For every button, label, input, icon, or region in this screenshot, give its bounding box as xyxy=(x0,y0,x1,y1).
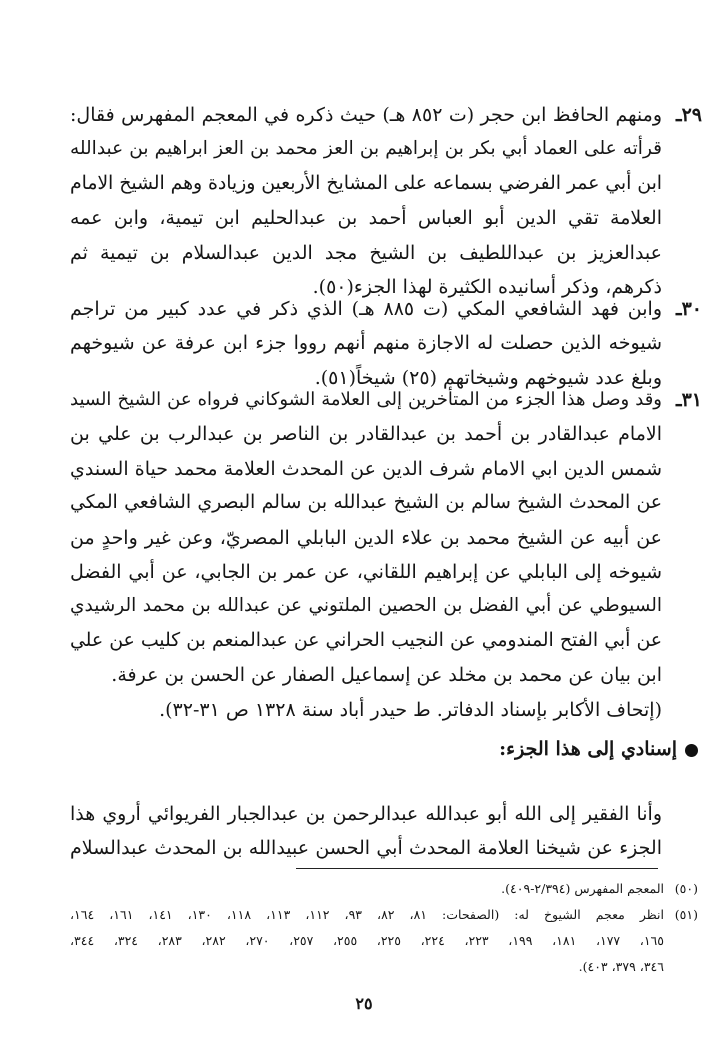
text-line: شيوخه الذين حصلت له الاجازة منهم أنهم رووا جزء ابن عرفة عن شيوخهم xyxy=(70,332,662,355)
footnote-number: (٥١) xyxy=(674,907,698,922)
body-paragraph xyxy=(70,797,662,865)
text-line: وبلغ عدد شيوخهم وشيخاتهم (٢٥) شيخاً(٥١). xyxy=(314,366,662,389)
page-number: ٢٥ xyxy=(355,994,373,1013)
entry-30 xyxy=(70,292,702,395)
text-line: شمس الدين ابي الامام شرف الدين عن المحدث العلامة محمد حياة السندي xyxy=(70,457,662,480)
text-line: شيوخه إلى البابلي عن إبراهيم اللقاني، عن عمر بن الجابي، عن أبي الفضل xyxy=(70,561,662,584)
footnote-number: (٥٠) xyxy=(674,881,698,896)
entry-number: ٣٠ـ xyxy=(676,298,702,320)
text-line: وابن فهد الشافعي المكي (ت ٨٨٥ هـ) الذي ذكر في عدد كبير من تراجم xyxy=(70,298,663,320)
text-line: عن المحدث الشيخ سالم بن الشيخ عبدالله بن سالم البصري الشافعي المكي xyxy=(70,492,662,514)
text-line: عن أبيه عن الشيخ محمد بن علاء الدين البابلي المصريّ، وعن غير واحدٍ من xyxy=(70,526,662,549)
section-heading xyxy=(70,732,698,766)
text-line: وأنا الفقير إلى الله أبو عبدالله عبدالرحمن بن عبدالجبار الفريوائي أروي هذا xyxy=(70,803,662,825)
footnote-51 xyxy=(70,902,698,980)
text-line: العلامة تقي الدين أبو العباس أحمد بن عبدالحليم ابن تيمية، وابن عمه xyxy=(70,207,662,230)
entry-29 xyxy=(70,98,702,304)
text-line: ابن بيان عن محمد بن مخلد عن إسماعيل الصفار عن الحسن بن عرفة. xyxy=(111,664,662,687)
text-line: قرأته على العماد أبي بكر بن إبراهيم بن العز محمد بن العز ابراهيم بن عبدالله xyxy=(70,138,662,160)
text-line: ابن أبي عمر الفرضي بسماعه على المشايخ الأربعين وزيادة وهم الشيخ الامام xyxy=(70,172,662,194)
footnote-line: ١٦٥، ١٧٧، ١٨١، ١٩٩، ٢٢٣، ٢٢٤، ٢٢٥، ٢٥٥، ٢٥٧، ٢٧٠، ٢٨٢، ٢٨٣، ٣٢٤، ٣٤٤، xyxy=(70,933,664,948)
footnote-divider xyxy=(296,868,658,869)
text-line: ومنهم الحافظ ابن حجر (ت ٨٥٢ هـ) حيث ذكره في المعجم المفهرس فقال: xyxy=(70,104,662,126)
entry-number: ٣١ـ xyxy=(676,389,702,411)
text-line: عن أبي الفتح المندومي عن النجيب الحراني عن عبدالمنعم بن كليب عن علي xyxy=(70,629,662,651)
text-line: الجزء عن شيخنا العلامة المحدث أبي الحسن عبيدالله بن المحدث عبدالسلام xyxy=(70,837,662,859)
footnotes xyxy=(70,876,698,980)
entry-number: ٢٩ـ xyxy=(676,104,702,126)
footnote-line: المعجم المفهرس (٢/٣٩٤-٤٠٩). xyxy=(501,881,664,896)
footnote-line: ٣٤٦، ٣٧٩، ٤٠٣). xyxy=(578,959,664,974)
text-line: عبدالعزيز بن عبداللطيف بن الشيخ مجد الدين عبدالسلام بن تيمية ثم xyxy=(70,241,662,264)
text-line: الامام عبدالقادر بن أحمد بن عبدالقادر بن الناصر بن عبدالرب بن علي بن xyxy=(70,423,662,446)
entry-31 xyxy=(70,383,702,727)
footnote-50 xyxy=(70,876,698,902)
text-line: ذكرهم، وذكر أسانيده الكثيرة لهذا الجزء(٥٠). xyxy=(312,276,662,299)
heading-text: إسنادي إلى هذا الجزء: xyxy=(499,738,677,760)
text-line: (إتحاف الأكابر بإسناد الدفاتر. ط حيدر أباد سنة ١٣٢٨ ص ٣١-٣٢). xyxy=(159,698,662,721)
footnote-line: انظر معجم الشيوخ له: (الصفحات: ٨١، ٨٢، ٩٣، ١١٢، ١١٣، ١١٨، ١٣٠، ١٤١، ١٦١، ١٦٤، xyxy=(70,907,664,922)
text-line: السيوطي عن أبي الفضل بن الحصين الملتوني عن عبدالله بن محمد الرشيدي xyxy=(70,595,662,617)
text-line: وقد وصل هذا الجزء من المتأخرين إلى العلامة الشوكاني فرواه عن الشيخ السيد xyxy=(70,389,662,410)
bullet-icon xyxy=(685,744,698,757)
